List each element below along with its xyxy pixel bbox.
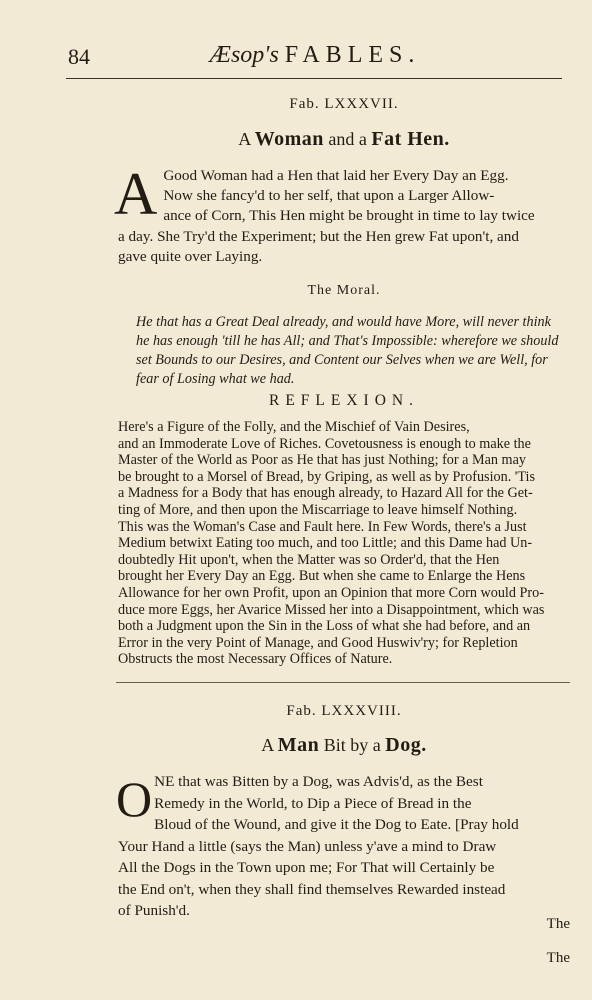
reflexion-heading-block bbox=[118, 392, 570, 410]
moral-line: he has enough 'till he has All; and That's Impossible: wherefore we should bbox=[136, 333, 559, 349]
reflexion-line: duce more Eggs, her Avarice Missed her into a Disappointment, which was bbox=[118, 601, 545, 618]
reflexion-line: and an Immoderate Love of Riches. Covetousness is enough to make the bbox=[118, 435, 531, 452]
fable-87-number-block bbox=[118, 96, 570, 113]
reflexion-line: Error in the very Point of Manage, and Good Huswiv'ry; for Repletion bbox=[118, 634, 518, 651]
fable-88-number: Fab. LXXXVIII. bbox=[286, 703, 402, 719]
fable-87-line: a day. She Try'd the Experiment; but the Hen grew Fat upon't, and bbox=[118, 227, 519, 245]
fable-87-title-woman: Woman bbox=[254, 128, 324, 150]
catchword-page: The bbox=[546, 950, 570, 966]
page-header bbox=[68, 40, 562, 72]
fable-87-text bbox=[114, 161, 570, 267]
reflexion-text bbox=[118, 419, 570, 668]
fable-88-number-block bbox=[118, 703, 570, 720]
fable-88-title-man: Man bbox=[277, 734, 320, 756]
fable-87-title-hen: Fat Hen. bbox=[371, 128, 450, 150]
reflexion-line: This was the Woman's Case and Fault here. In Few Words, there's a Just bbox=[118, 518, 527, 535]
fable-87-line: gave quite over Laying. bbox=[118, 247, 263, 265]
fable-87-number: Fab. LXXXVII. bbox=[289, 96, 399, 112]
fable-88-title-block bbox=[118, 734, 570, 757]
section-divider bbox=[116, 682, 570, 683]
moral-line: fear of Losing what we had. bbox=[136, 371, 295, 387]
fable-88-line: Remedy in the World, to Dip a Piece of Bread in the bbox=[154, 794, 472, 812]
fable-88-line: Your Hand a little (says the Man) unless y'ave a mind to Draw bbox=[118, 837, 497, 855]
fable-87-line: Now she fancy'd to her self, that upon a Larger Allow- bbox=[163, 187, 495, 205]
page-number: 84 bbox=[68, 44, 90, 69]
fable-88-line-0: that was Bitten by a Dog, was Advis'd, as the Best bbox=[178, 773, 483, 790]
reflexion-line: Allowance for her own Profit, upon an Opinion that more Corn would Pro- bbox=[118, 584, 544, 601]
reflexion-line: Master of the World as Poor as He that has just Nothing; for a Man may bbox=[118, 452, 526, 469]
fable-87-moral-heading-block bbox=[118, 283, 570, 299]
fable-87-line: Good Woman had a Hen that laid her Every Day an Egg. bbox=[163, 167, 509, 184]
reflexion-line: both a Judgment upon the Sin in the Loss of what she had before, and an bbox=[118, 618, 531, 635]
fable-87-line: ance of Corn, This Hen might be brought in time to lay twice bbox=[163, 207, 535, 225]
fable-88-line bbox=[118, 771, 570, 793]
reflexion-line: be brought to a Morsel of Bread, by Griping, as well as by Profusion. 'Tis bbox=[118, 468, 535, 485]
moral-heading: The Moral. bbox=[307, 283, 381, 298]
fable-88-line: All the Dogs in the Town upon me; For That will Certainly be bbox=[118, 859, 495, 876]
moral-line: set Bounds to our Desires, and Content our Selves when we are Well, for bbox=[136, 352, 548, 368]
reflexion-line: brought her Every Day an Egg. But when she came to Enlarge the Hens bbox=[118, 568, 526, 585]
running-title bbox=[68, 42, 562, 69]
reflexion-line: doubtedly Hit upon't, when the Matter was so Order'd, that the Hen bbox=[118, 551, 500, 568]
fable-87-moral bbox=[136, 313, 570, 389]
fable-87-dropcap: A bbox=[114, 161, 158, 227]
reflexion-line: Here's a Figure of the Folly, and the Mischief of Vain Desires, bbox=[118, 419, 470, 435]
running-title-aesop: Æsop's bbox=[209, 42, 279, 68]
fable-87-title bbox=[118, 128, 570, 151]
fable-87-title-block bbox=[118, 128, 570, 151]
fable-88-title-dog: Dog. bbox=[385, 734, 427, 756]
fable-88-first-word-rest: NE bbox=[154, 773, 175, 790]
fable-87-title-a: A bbox=[238, 129, 251, 149]
fable-88-line: of Punish'd. bbox=[118, 902, 190, 919]
fable-88-text bbox=[118, 771, 570, 922]
reflexion-line: Medium betwixt Eating too much, and too Little; and this Dame had Un- bbox=[118, 535, 533, 552]
catchword: The bbox=[546, 916, 570, 932]
fable-88-title-a: A bbox=[261, 735, 274, 755]
fable-88-dropcap: O bbox=[116, 771, 151, 827]
fable-88-line: the End on't, when they shall find themselves Rewarded instead bbox=[118, 880, 506, 898]
running-title-fables: FABLES. bbox=[284, 42, 421, 68]
reflexion-line: a Madness for a Body that has enough already, to Hazard All for the Get- bbox=[118, 485, 533, 502]
fable-87-title-and: and a bbox=[328, 129, 367, 149]
fable-88-line: Bloud of the Wound, and give it the Dog to Eate. [Pray hold bbox=[154, 816, 519, 833]
header-rule bbox=[66, 78, 562, 79]
reflexion-line: ting of More, and then upon the Miscarriage to leave himself Nothing. bbox=[118, 501, 518, 518]
fable-88-title-bit: Bit by a bbox=[323, 735, 381, 755]
fable-88-title bbox=[118, 734, 570, 757]
reflexion-line: Obstructs the most Necessary Offices of Nature. bbox=[118, 651, 393, 668]
reflexion-heading: REFLEXION. bbox=[269, 392, 419, 409]
moral-line: He that has a Great Deal already, and would have More, will never think bbox=[136, 314, 551, 330]
